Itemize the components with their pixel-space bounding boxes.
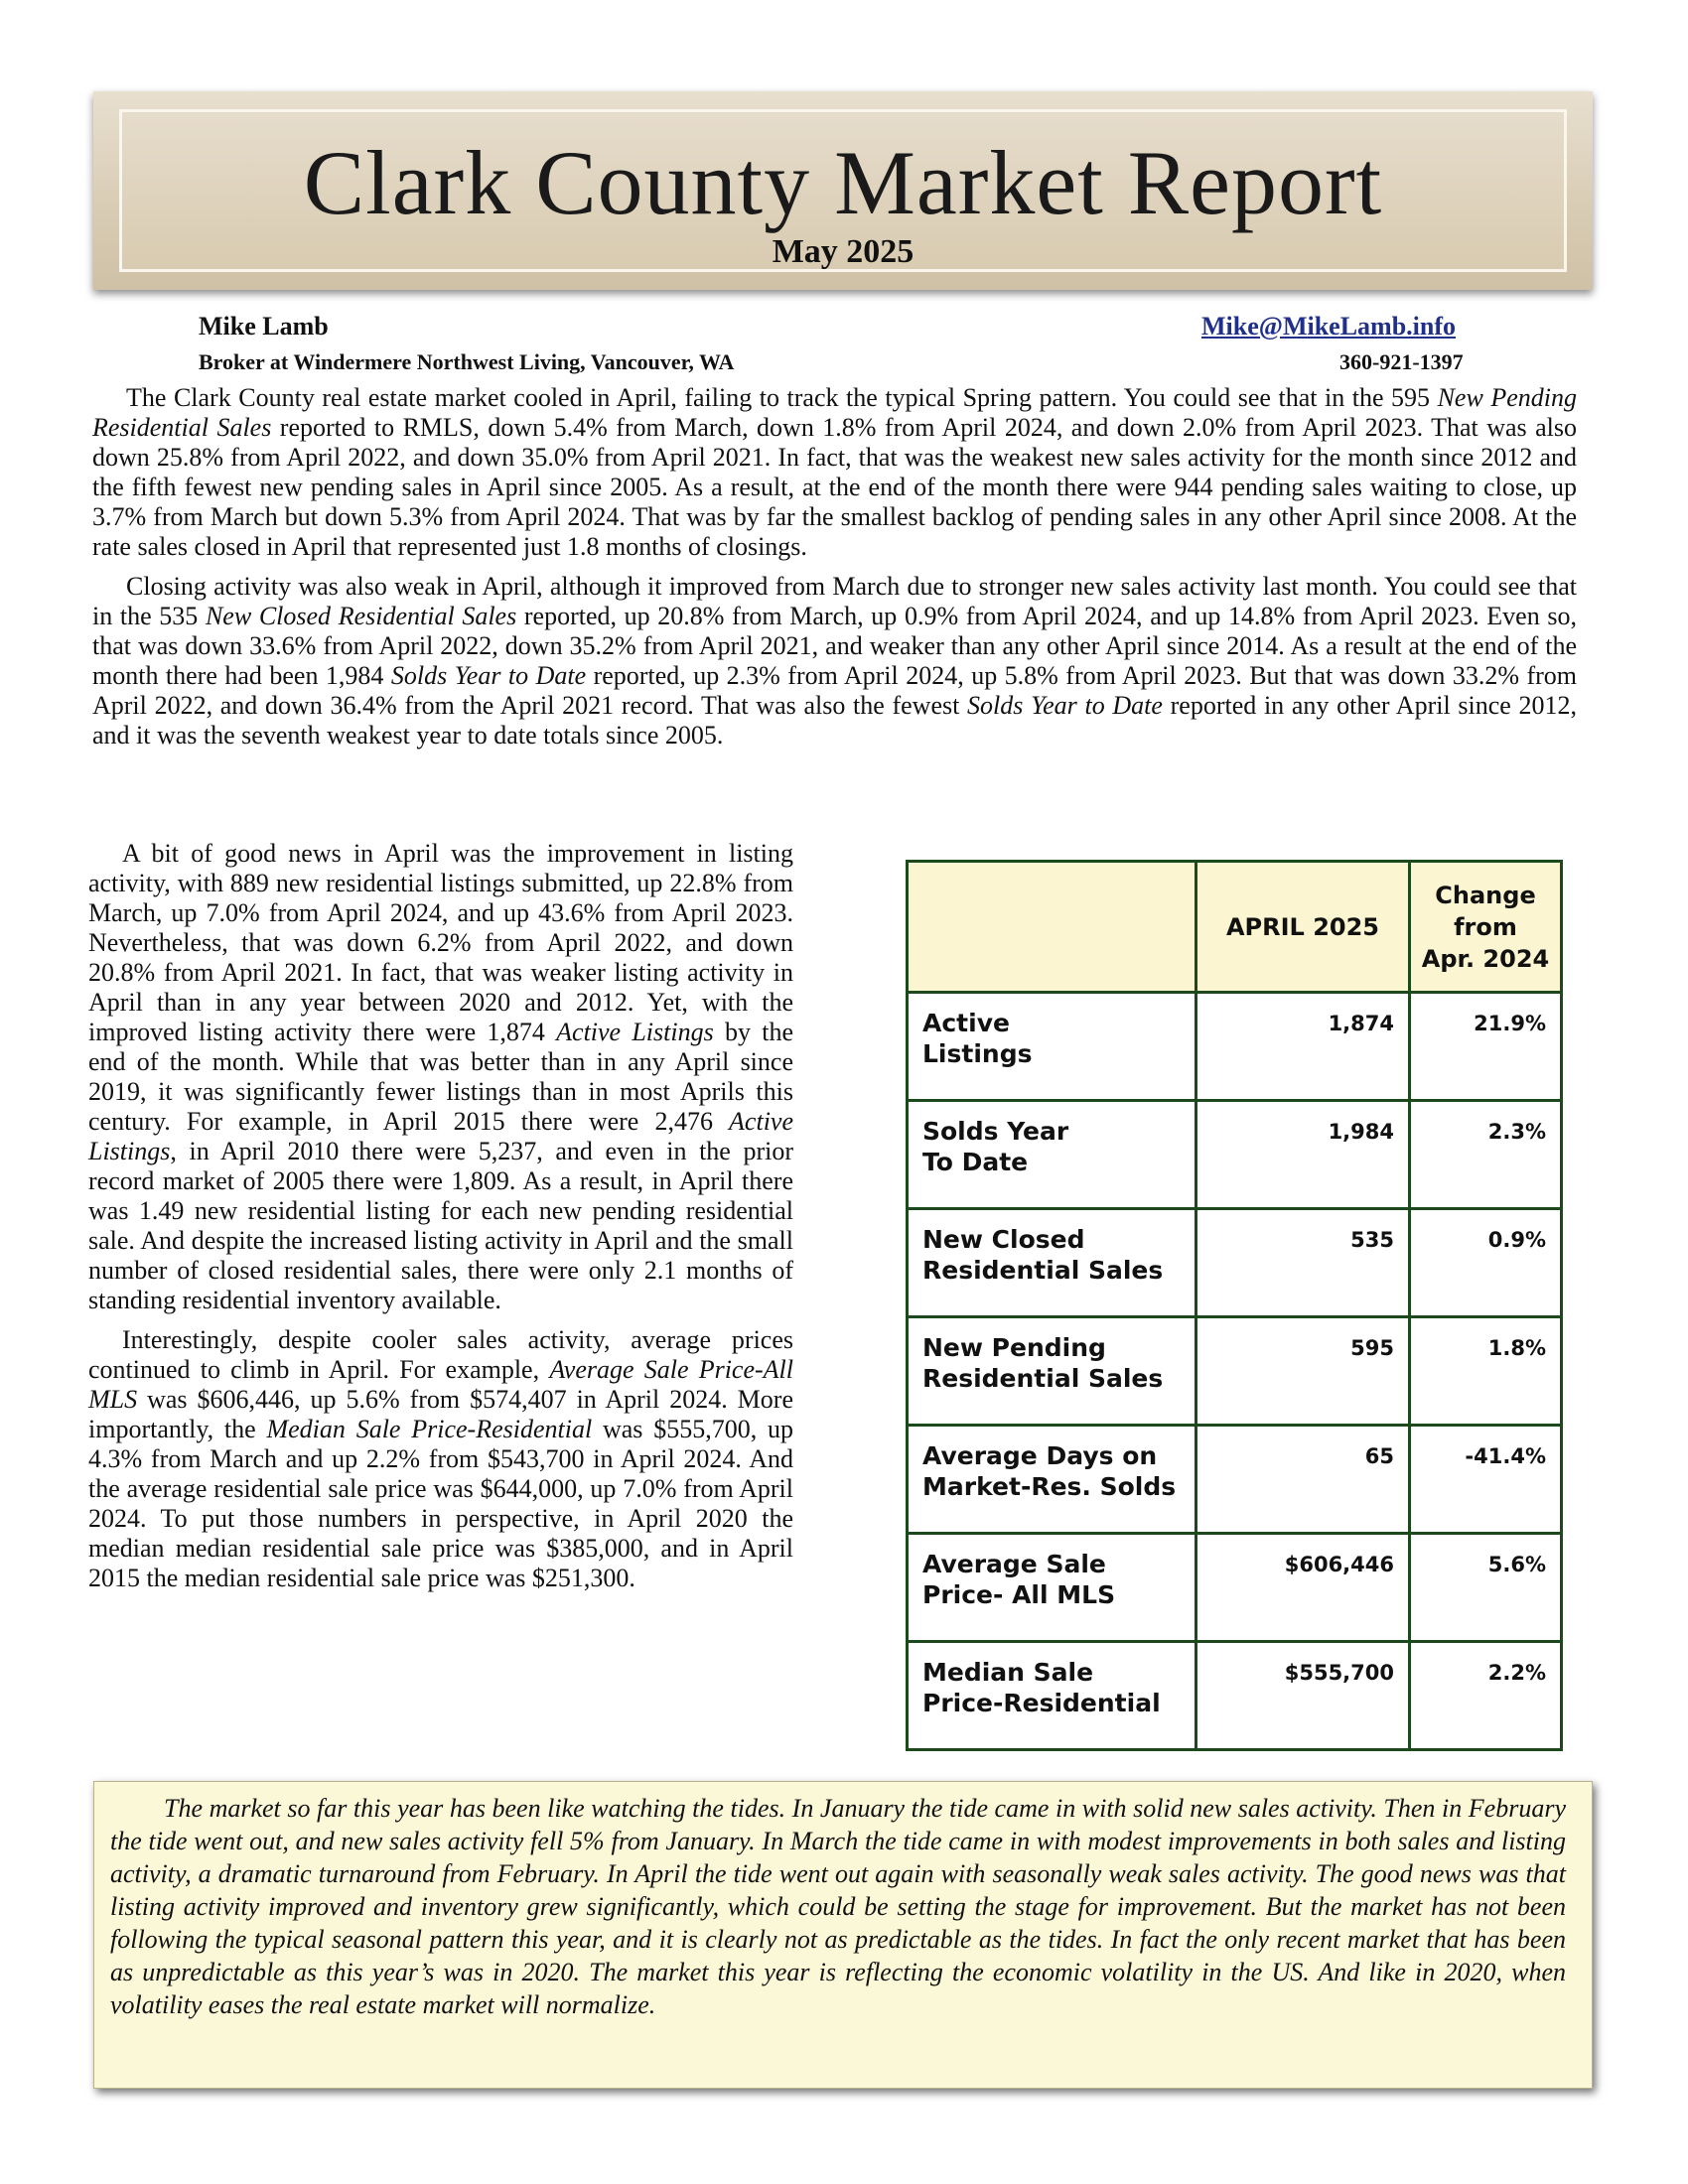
- row-value: 1,984: [1196, 1101, 1410, 1209]
- left-column-text: [88, 839, 793, 1593]
- author-name: Mike Lamb: [199, 312, 329, 341]
- table-row: [908, 1426, 1562, 1534]
- row-label: Average Sale Price- All MLS: [908, 1534, 1196, 1642]
- paragraph-listings: A bit of good news in April was the improvement in listing activity, with 889 new residential listings submitted, up 22.8% from March, up 7.0% from April 2024, and up 43.6% from April 2023. Nevertheless, that was down 6.2% from April 2022, and down 20.8% from April 2021. In fact, that was weaker listing activity in April than in any year between 2020 and 2012. Yet, with the improved listing activity there were 1,874 Active Listings by the end of the month. While that was better than in any April since 2019, it was significantly fewer listings than in most Aprils this century. For example, in April 2015 there were 2,476 Active Listings, in April 2010 there were 5,237, and even in the prior record market of 2005 there were 1,809. As a result, in April there was 1.49 new residential listing for each new pending residential sale. And despite the increased listing activity in April and the small number of closed residential sales, there were only 2.1 months of standing residential inventory available.: [88, 839, 793, 1314]
- table-header-change: Change from Apr. 2024: [1410, 862, 1562, 993]
- row-value: 1,874: [1196, 993, 1410, 1101]
- broker-line: Broker at Windermere Northwest Living, Vancouver, WA: [199, 349, 735, 374]
- row-change: 1.8%: [1410, 1317, 1562, 1426]
- table-row: [908, 1101, 1562, 1209]
- row-change: -41.4%: [1410, 1426, 1562, 1534]
- commentary-text: The market so far this year has been like watching the tides. In January the tide came in with solid new sales activity. Then in February the tide went out, and new sales activity fell 5% from January. In March the tide came in with modest improvements in both sales and listing activity, a dramatic turnaround from February. In April the tide went out again with seasonally weak sales activity. The good news was that listing activity improved and inventory grew significantly, which could be setting the stage for improvement. But the market has not been following the typical seasonal pattern this year, and it is clearly not as predictable as the tides. In fact the only recent market that has been as unpredictable as this year’s was in 2020. The market this year is reflecting the economic volatility in the US. And like in 2020, when volatility eases the real estate market will normalize.: [110, 1794, 1566, 2019]
- table-header-april-2025: APRIL 2025: [1196, 862, 1410, 993]
- row-label: New Closed Residential Sales: [908, 1209, 1196, 1317]
- paragraph-closed-sales: Closing activity was also weak in April, although it improved from March due to stronger new sales activity last month. You could see that in the 535 New Closed Residential Sales reported, up 20.8% from March, up 0.9% from April 2024, and up 14.8% from April 2023. Even so, that was down 33.6% from April 2022, down 35.2% from April 2021, and weaker than any other April since 2014. As a result at the end of the month there had been 1,984 Solds Year to Date reported, up 2.3% from April 2024, up 5.8% from April 2023. But that was down 33.2% from April 2022, and down 36.4% from the April 2021 record. That was also the fewest Solds Year to Date reported in any other April since 2012, and it was the seventh weakest year to date totals since 2005.: [92, 572, 1578, 750]
- table-row: [908, 1534, 1562, 1642]
- row-value: 535: [1196, 1209, 1410, 1317]
- table-row: [908, 993, 1562, 1101]
- row-value: 595: [1196, 1317, 1410, 1426]
- row-change: 21.9%: [1410, 993, 1562, 1101]
- row-label: New Pending Residential Sales: [908, 1317, 1196, 1426]
- row-change: 2.2%: [1410, 1642, 1562, 1750]
- row-label: Average Days on Market-Res. Solds: [908, 1426, 1196, 1534]
- table-row: [908, 1642, 1562, 1750]
- row-label: Median Sale Price-Residential: [908, 1642, 1196, 1750]
- row-value: $606,446: [1196, 1534, 1410, 1642]
- table-header-blank: [908, 862, 1196, 993]
- author-email-link[interactable]: Mike@MikeLamb.info: [1201, 312, 1457, 341]
- phone-number: 360-921-1397: [1339, 349, 1464, 374]
- commentary-box: [93, 1781, 1593, 2089]
- row-value: 65: [1196, 1426, 1410, 1534]
- table-row: [908, 1317, 1562, 1426]
- title-banner: [93, 91, 1593, 290]
- paragraph-prices: Interestingly, despite cooler sales activity, average prices continued to climb in April. For example, Average Sale Price-All MLS was $606,446, up 5.6% from $574,407 in April 2024. More importantly, the Median Sale Price-Residential was $555,700, up 4.3% from March and up 2.2% from $543,700 in April 2024. And the average residential sale price was $644,000, up 7.0% from April 2024. To put those numbers in perspective, in April 2020 the median median residential sale price was $385,000, and in April 2015 the median residential sale price was $251,300.: [88, 1325, 793, 1592]
- report-title: Clark County Market Report: [303, 132, 1383, 233]
- paragraph-pending-sales: The Clark County real estate market cooled in April, failing to track the typical Spring pattern. You could see that in the 595 New Pending Residential Sales reported to RMLS, down 5.4% from March, down 1.8% from April 2024, and down 2.0% from April 2023. That was also down 25.8% from April 2022, and down 35.0% from April 2021. In fact, that was the weakest new sales activity for the month since 2012 and the fifth fewest new pending sales in April since 2005. As a result, at the end of the month there were 944 pending sales waiting to close, up 3.7% from March but down 5.3% from April 2024. That was by far the smallest backlog of pending sales in any other April since 2008. At the rate sales closed in April that represented just 1.8 months of closings.: [92, 383, 1577, 561]
- report-date: May 2025: [772, 233, 914, 270]
- table-row: [908, 1209, 1562, 1317]
- intro-text: [92, 383, 1577, 751]
- banner-frame: [119, 109, 1567, 272]
- row-change: 2.3%: [1410, 1101, 1562, 1209]
- row-value: $555,700: [1196, 1642, 1410, 1750]
- market-stats-table: [906, 860, 1563, 1751]
- row-change: 5.6%: [1410, 1534, 1562, 1642]
- row-change: 0.9%: [1410, 1209, 1562, 1317]
- row-label: Solds Year To Date: [908, 1101, 1196, 1209]
- row-label: Active Listings: [908, 993, 1196, 1101]
